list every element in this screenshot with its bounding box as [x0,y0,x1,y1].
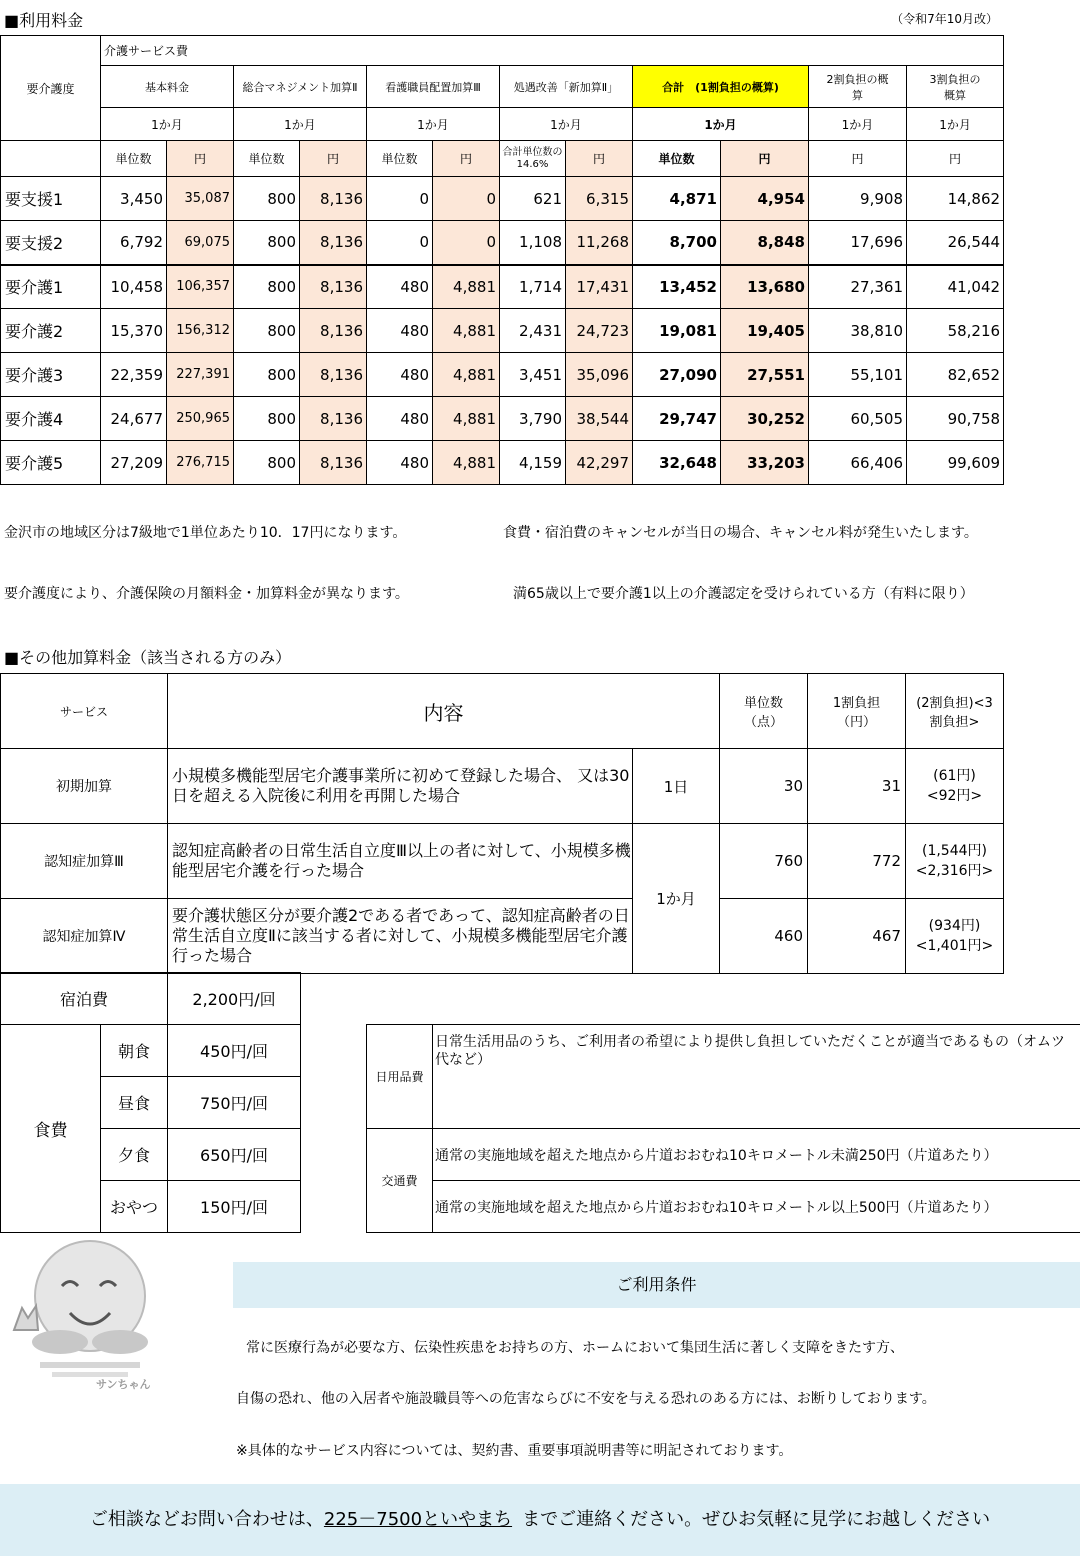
unit-value-cell: 800 [234,441,300,485]
yen-value-cell: 4,954 [721,177,809,221]
yen-value-cell: 250,965 [167,397,234,441]
meal-name: おやつ [101,1181,168,1233]
level-cell: 要介護2 [1,309,101,353]
period-cell: 1か月 [907,108,1004,141]
yen-value-cell: 0 [433,221,500,265]
yen-value-cell: 276,715 [167,441,234,485]
fee-row [1,177,1004,221]
col-management: 総合マネジメント加算Ⅱ [234,66,367,108]
unit-value-cell: 1,714 [500,265,566,309]
lodging-price: 2,200円/回 [168,973,301,1025]
yen-value-cell: 4,881 [433,441,500,485]
fee-row [1,353,1004,397]
period-cell: 1か月 [633,108,809,141]
unit-value-cell: 6,792 [101,221,167,265]
level-cell: 要支援1 [1,177,101,221]
unit-value-cell: 1,108 [500,221,566,265]
unit-label: 単位数 [101,141,167,177]
section-title: ■利用料金 [4,11,84,30]
unit-value-cell: 480 [367,265,433,309]
addon-three: <92円> [926,788,983,804]
yen-value-cell: 35,096 [566,353,633,397]
conditions-line-1: 常に医療行為が必要な方、伝染性疾患をお持ちの方、ホームにおいて集団生活に著しく支障をきたす方、 [246,1340,904,1356]
yen-value-cell: 42,297 [566,441,633,485]
unit-value-cell: 480 [367,441,433,485]
yen-value-cell: 8,136 [300,265,367,309]
yen-value-cell: 17,696 [809,221,907,265]
level-cell: 要支援2 [1,221,101,265]
yen-value-cell: 24,723 [566,309,633,353]
yen-value-cell: 8,848 [721,221,809,265]
addon-two: (1,544円) [921,843,987,859]
unit-value-cell: 621 [500,177,566,221]
mascot-face-icon [0,1238,170,1398]
yen-label: 円 [907,141,1004,177]
transport-under-10km: 通常の実施地域を超えた地点から片道おおむね10キロメートル未満250円（片道あたり） [433,1129,1080,1181]
addon-two-three [906,749,1004,824]
addon-two-three [906,899,1004,974]
addon-h-service: サービス [1,674,168,749]
yen-label: 円 [566,141,633,177]
yen-value-cell: 9,908 [809,177,907,221]
addon-two-three [906,824,1004,899]
addon-one: 467 [808,899,906,974]
note-eligibility: 満65歳以上で要介護1以上の介護認定を受けられている方（有料に限り） [513,586,974,602]
unit-value-cell: 800 [234,265,300,309]
fee-row [1,221,1004,265]
meal-name: 夕食 [101,1129,168,1181]
yen-value-cell: 82,652 [907,353,1004,397]
unit-value-cell: 800 [234,177,300,221]
addon-one: 772 [808,824,906,899]
misc-fees-table [366,1024,1080,1233]
addon-content: 認知症高齢者の日常生活自立度Ⅲ以上の者に対して、小規模多機能型居宅介護を行った場合 [168,824,633,899]
yen-value-cell: 60,505 [809,397,907,441]
daily-goods-label: 日用品費 [367,1025,433,1129]
lodging-label: 宿泊費 [1,973,168,1025]
transport-label: 交通費 [367,1129,433,1233]
yen-value-cell: 8,136 [300,353,367,397]
yen-label: 円 [809,141,907,177]
unit-value-cell: 3,450 [101,177,167,221]
yen-value-cell: 106,357 [167,265,234,309]
fee-row [1,265,1004,309]
yen-value-cell: 8,136 [300,397,367,441]
col-total: 合計 (1割負担の概算) [633,66,809,108]
yen-label: 円 [167,141,234,177]
addon-table [0,673,1004,974]
yen-value-cell: 13,680 [721,265,809,309]
unit-value-cell: 4,871 [633,177,721,221]
addon-units: 460 [720,899,808,974]
yen-value-cell: 19,405 [721,309,809,353]
yen-value-cell: 0 [433,177,500,221]
yen-value-cell: 6,315 [566,177,633,221]
yen-value-cell: 58,216 [907,309,1004,353]
yen-value-cell: 8,136 [300,441,367,485]
meal-name: 朝食 [101,1025,168,1077]
meal-price: 750円/回 [168,1077,301,1129]
unit-value-cell: 800 [234,353,300,397]
addon-three: <2,316円> [915,863,994,879]
period-cell: 1か月 [809,108,907,141]
addon-h-one: 1割負担（円） [808,674,906,749]
meal-price: 450円/回 [168,1025,301,1077]
unit-value-cell: 0 [367,177,433,221]
yen-value-cell: 33,203 [721,441,809,485]
meals-label: 食費 [1,1025,101,1233]
yen-value-cell: 4,881 [433,353,500,397]
level-cell: 要介護5 [1,441,101,485]
unit-value-cell: 32,648 [633,441,721,485]
unit-value-cell: 13,452 [633,265,721,309]
yen-value-cell: 38,810 [809,309,907,353]
unit-label: 単位数 [633,141,721,177]
unit-label: 単位数 [234,141,300,177]
period-cell: 1か月 [367,108,500,141]
unit-value-cell: 480 [367,397,433,441]
unit-value-cell: 27,090 [633,353,721,397]
pct-label: 合計単位数の14.6% [500,141,566,177]
unit-value-cell: 10,458 [101,265,167,309]
daily-goods-text: 日常生活用品のうち、ご利用者の希望により提供し負担していただくことが適当であるもの（オムツ代など） [433,1025,1080,1129]
yen-value-cell: 27,551 [721,353,809,397]
col-basic: 基本料金 [101,66,234,108]
unit-value-cell: 480 [367,309,433,353]
yen-value-cell: 41,042 [907,265,1004,309]
unit-value-cell: 800 [234,309,300,353]
yen-value-cell: 27,361 [809,265,907,309]
unit-value-cell: 3,451 [500,353,566,397]
addon-one: 31 [808,749,906,824]
addon-units: 30 [720,749,808,824]
col-two-tenths: 2割負担の概算 [809,66,907,108]
addon-h-23: (2割負担)<3割負担> [906,674,1004,749]
unit-value-cell: 19,081 [633,309,721,353]
yen-value-cell: 4,881 [433,265,500,309]
note-region: 金沢市の地域区分は7級地で1単位あたり10．17円になります。 [4,525,407,541]
yen-label: 円 [433,141,500,177]
addon-service: 認知症加算Ⅳ [1,899,168,974]
contact-prefix: ご相談などお問い合わせは、 [89,1509,324,1530]
meal-price: 150円/回 [168,1181,301,1233]
unit-value-cell: 15,370 [101,309,167,353]
yen-label: 円 [721,141,809,177]
addon-three: <1,401円> [915,938,994,954]
unit-value-cell: 22,359 [101,353,167,397]
fee-row [1,397,1004,441]
yen-value-cell: 156,312 [167,309,234,353]
contact-bar [0,1484,1080,1556]
yen-value-cell: 90,758 [907,397,1004,441]
addon-two: (934円) [928,918,981,934]
unit-value-cell: 27,209 [101,441,167,485]
level-cell: 要介護3 [1,353,101,397]
yen-value-cell: 35,087 [167,177,234,221]
meals-table [0,972,301,1233]
conditions-line-2: 自傷の恐れ、他の入居者や施設職員等への危害ならびに不安を与える恐れのある方には、お断りしております。 [236,1391,936,1407]
unit-value-cell: 4,159 [500,441,566,485]
addon-h-content: 内容 [168,674,720,749]
col-three-tenths: 3割負担の概算 [907,66,1004,108]
transport-over-10km: 通常の実施地域を超えた地点から片道おおむね10キロメートル以上500円（片道あたり） [433,1181,1080,1233]
unit-value-cell: 29,747 [633,397,721,441]
yen-value-cell: 17,431 [566,265,633,309]
addon-content: 小規模多機能型居宅介護事業所に初めて登録した場合、 又は30日を超える入院後に利用を再開した場合 [168,749,633,824]
level-header: 要介護度 [1,36,101,141]
yen-value-cell: 99,609 [907,441,1004,485]
note-levels: 要介護度により、介護保険の月額料金・加算料金が異なります。 [4,586,409,602]
yen-value-cell: 4,881 [433,397,500,441]
addon-service: 認知症加算Ⅲ [1,824,168,899]
yen-value-cell: 4,881 [433,309,500,353]
level-cell: 要介護4 [1,397,101,441]
period-cell: 1か月 [500,108,633,141]
period-cell: 1か月 [234,108,367,141]
unit-value-cell: 0 [367,221,433,265]
unit-value-cell: 2,431 [500,309,566,353]
unit-value-cell: 3,790 [500,397,566,441]
meal-name: 昼食 [101,1077,168,1129]
unit-value-cell: 24,677 [101,397,167,441]
fee-row [1,309,1004,353]
meal-price: 650円/回 [168,1129,301,1181]
period-cell: 1か月 [101,108,234,141]
addon-service: 初期加算 [1,749,168,824]
conditions-title: ご利用条件 [233,1262,1080,1308]
yen-value-cell: 8,136 [300,221,367,265]
contact-text [0,1484,1080,1556]
yen-value-cell: 8,136 [300,177,367,221]
addon-units: 760 [720,824,808,899]
unit-value-cell: 480 [367,353,433,397]
addon-period: 1か月 [633,824,720,974]
fee-table [0,35,1004,485]
addon-two: (61円) [933,768,976,784]
conditions-note: ※具体的なサービス内容については、契約書、重要事項説明書等に明記されております。 [236,1443,793,1459]
yen-value-cell: 26,544 [907,221,1004,265]
unit-label: 単位数 [367,141,433,177]
addon-h-units: 単位数（点） [720,674,808,749]
unit-value-cell: 800 [234,397,300,441]
fee-row [1,441,1004,485]
mascot-name: サンちゃん [96,1378,151,1391]
yen-value-cell: 69,075 [167,221,234,265]
care-service-group: 介護サービス費 [101,36,1004,66]
addon-title: ■その他加算料金（該当される方のみ） [4,648,292,667]
blank-cell [1,141,101,177]
contact-phone: 225－7500といやまち [323,1509,513,1530]
unit-value-cell: 8,700 [633,221,721,265]
yen-value-cell: 8,136 [300,309,367,353]
contact-suffix: までご連絡ください。ぜひお気軽に見学にお越しください [522,1509,991,1530]
yen-value-cell: 66,406 [809,441,907,485]
col-treatment: 処遇改善「新加算Ⅱ」 [500,66,633,108]
addon-content: 要介護状態区分が要介護2である者であって、認知症高齢者の日常生活自立度Ⅱに該当する者に対して、小規模多機能型居宅介護行った場合 [168,899,633,974]
note-cancel: 食費・宿泊費のキャンセルが当日の場合、キャンセル料が発生いたします。 [503,525,978,541]
yen-label: 円 [300,141,367,177]
mascot-illustration [0,1238,170,1398]
yen-value-cell: 227,391 [167,353,234,397]
yen-value-cell: 30,252 [721,397,809,441]
unit-value-cell: 800 [234,221,300,265]
yen-value-cell: 55,101 [809,353,907,397]
level-cell: 要介護1 [1,265,101,309]
yen-value-cell: 14,862 [907,177,1004,221]
addon-period: 1日 [633,749,720,824]
yen-value-cell: 11,268 [566,221,633,265]
revision-note: （令和7年10月改） [891,12,998,26]
col-nursing: 看護職員配置加算Ⅲ [367,66,500,108]
yen-value-cell: 38,544 [566,397,633,441]
